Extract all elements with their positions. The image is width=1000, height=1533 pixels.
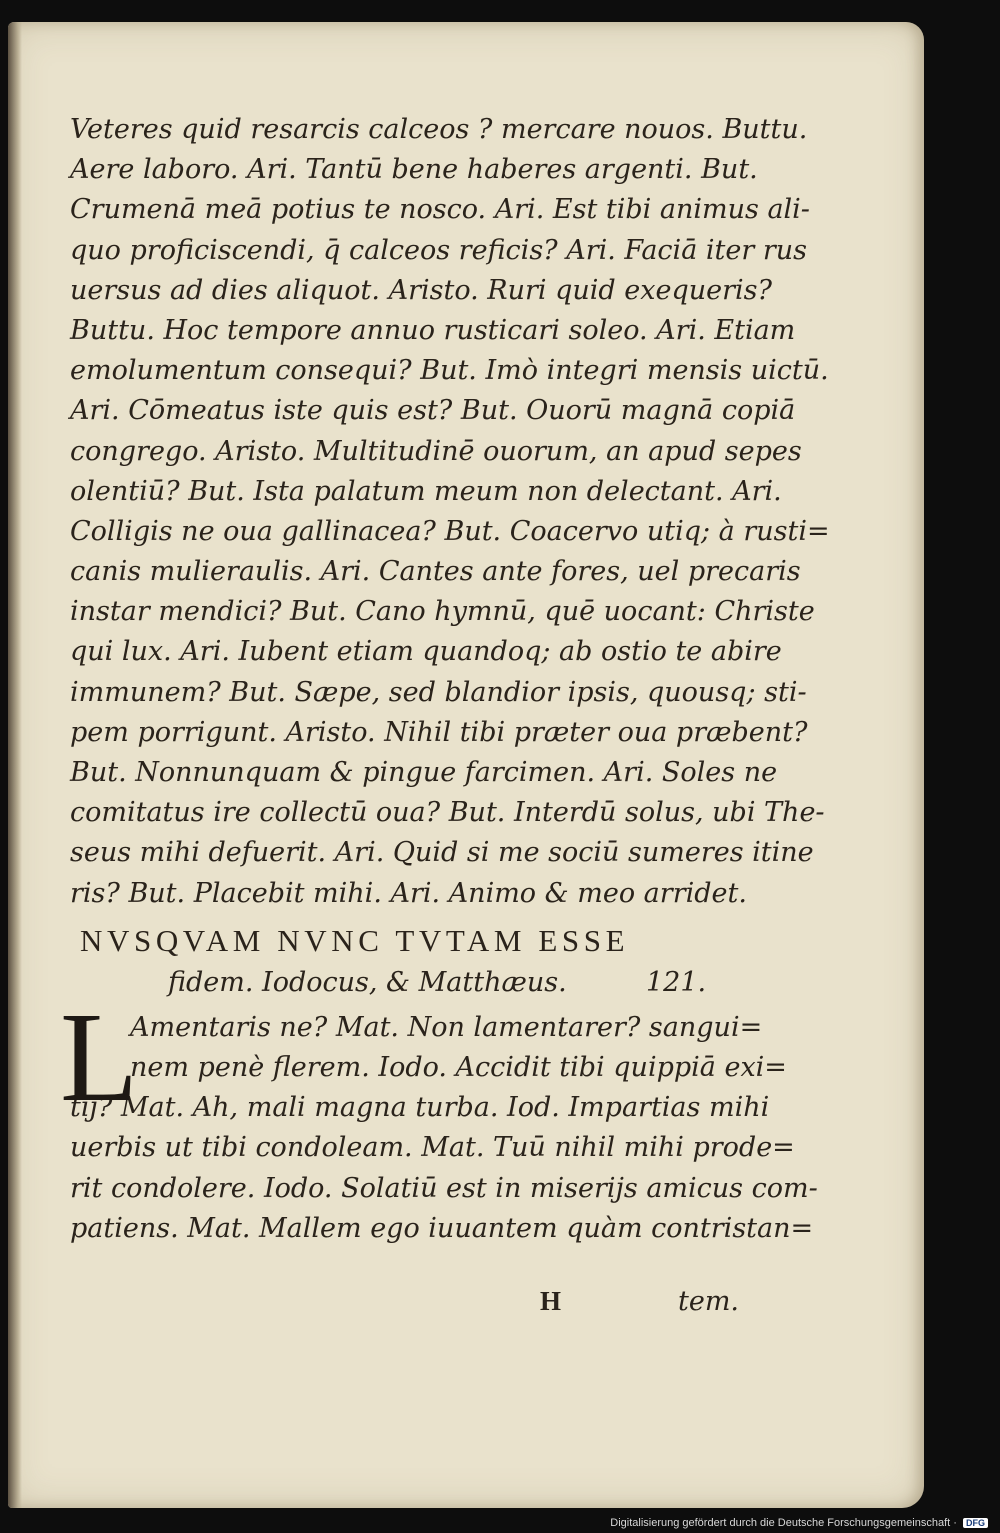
text-line: patiens. Mat. Mallem ego iuuantem quàm contristan=	[70, 1212, 814, 1244]
text-line: immunem? But. Sæpe, sed blandior ipsis, quousq; sti-	[70, 676, 807, 708]
book-page	[8, 22, 924, 1508]
page-footer	[70, 1286, 740, 1326]
text-line: But. Nonnunquam & pingue farcimen. Ari. Soles ne	[70, 757, 778, 788]
text-line: Crumenā meā potius te nosco. Ari. Est tibi animus ali-	[70, 194, 810, 226]
drop-cap-letter: L	[60, 985, 139, 1128]
page-text-block	[60, 110, 830, 1249]
credit-text: Digitalisierung gefördert durch die Deutsche Forschungsgemeinschaft ·	[610, 1517, 957, 1529]
opening-paragraph	[60, 985, 818, 1249]
dfg-logo-icon: DFG	[963, 1518, 988, 1528]
text-line: seus mihi defuerit. Ari. Quid si me sociū sumeres itine	[70, 837, 814, 869]
text-line: olentiū? But. Ista palatum meum non delectant. Ari.	[70, 475, 782, 507]
catchword: tem.	[678, 1286, 740, 1317]
digitization-credit	[610, 1517, 988, 1529]
text-line: tij? Mat. Ah, mali magna turba. Iod. Impartias mihi	[70, 1092, 770, 1124]
text-line: rit condolere. Iodo. Solatiū est in miserijs amicus com-	[70, 1172, 818, 1204]
text-line: instar mendici? But. Cano hymnū, quē uocant: Christe	[70, 596, 815, 628]
text-line: comitatus ire collectū oua? But. Interdū solus, ubi The-	[70, 797, 825, 829]
text-line: emolumentum consequi? But. Imò integri mensis uictū.	[70, 355, 829, 387]
text-line: Buttu. Hoc tempore annuo rusticari soleo. Ari. Etiam	[70, 314, 796, 346]
text-line: pem porrigunt. Aristo. Nihil tibi præter oua præbent?	[70, 716, 808, 748]
text-line: Aere laboro. Ari. Tantū bene haberes argenti. But.	[70, 154, 758, 186]
section-heading: NVSQVAM NVNC TVTAM ESSE	[80, 922, 630, 958]
text-line: ris? But. Placebit mihi. Ari. Animo & meo arridet.	[70, 877, 747, 909]
text-line: quo proficiscendi, q̄ calceos reficis? Ari. Faciā iter rus	[70, 234, 807, 266]
section-subheading	[70, 962, 722, 1004]
text-line: canis mulieraulis. Ari. Cantes ante fores, uel precaris	[70, 556, 801, 588]
text-line: Veteres quid resarcis calceos ? mercare nouos. Buttu.	[70, 114, 808, 145]
text-line: qui lux. Ari. Iubent etiam quandoq; ab ostio te abire	[70, 636, 782, 668]
page-spine-shadow	[8, 22, 22, 1508]
text-line: uersus ad dies aliquot. Aristo. Ruri quid exequeris?	[70, 274, 772, 306]
text-line: Amentaris ne? Mat. Non lamentarer? sangui=	[130, 1011, 763, 1043]
page-number: 121.	[646, 966, 707, 998]
text-line: Ari. Cōmeatus iste quis est? But. Ouorū magnā copiā	[70, 395, 796, 427]
signature-mark: H	[540, 1286, 562, 1316]
text-line: nem penè flerem. Iodo. Accidit tibi quippiā exi=	[130, 1051, 787, 1083]
text-line: uerbis ut tibi condoleam. Mat. Tuū nihil mihi prode=	[70, 1132, 795, 1164]
subheading-text: fidem. Iodocus, & Matthæus.	[168, 966, 567, 998]
text-line: Colligis ne oua gallinacea? But. Coacervo utiq; à rusti=	[70, 515, 830, 547]
text-line: congrego. Aristo. Multitudinē ouorum, an apud sepes	[70, 435, 802, 467]
